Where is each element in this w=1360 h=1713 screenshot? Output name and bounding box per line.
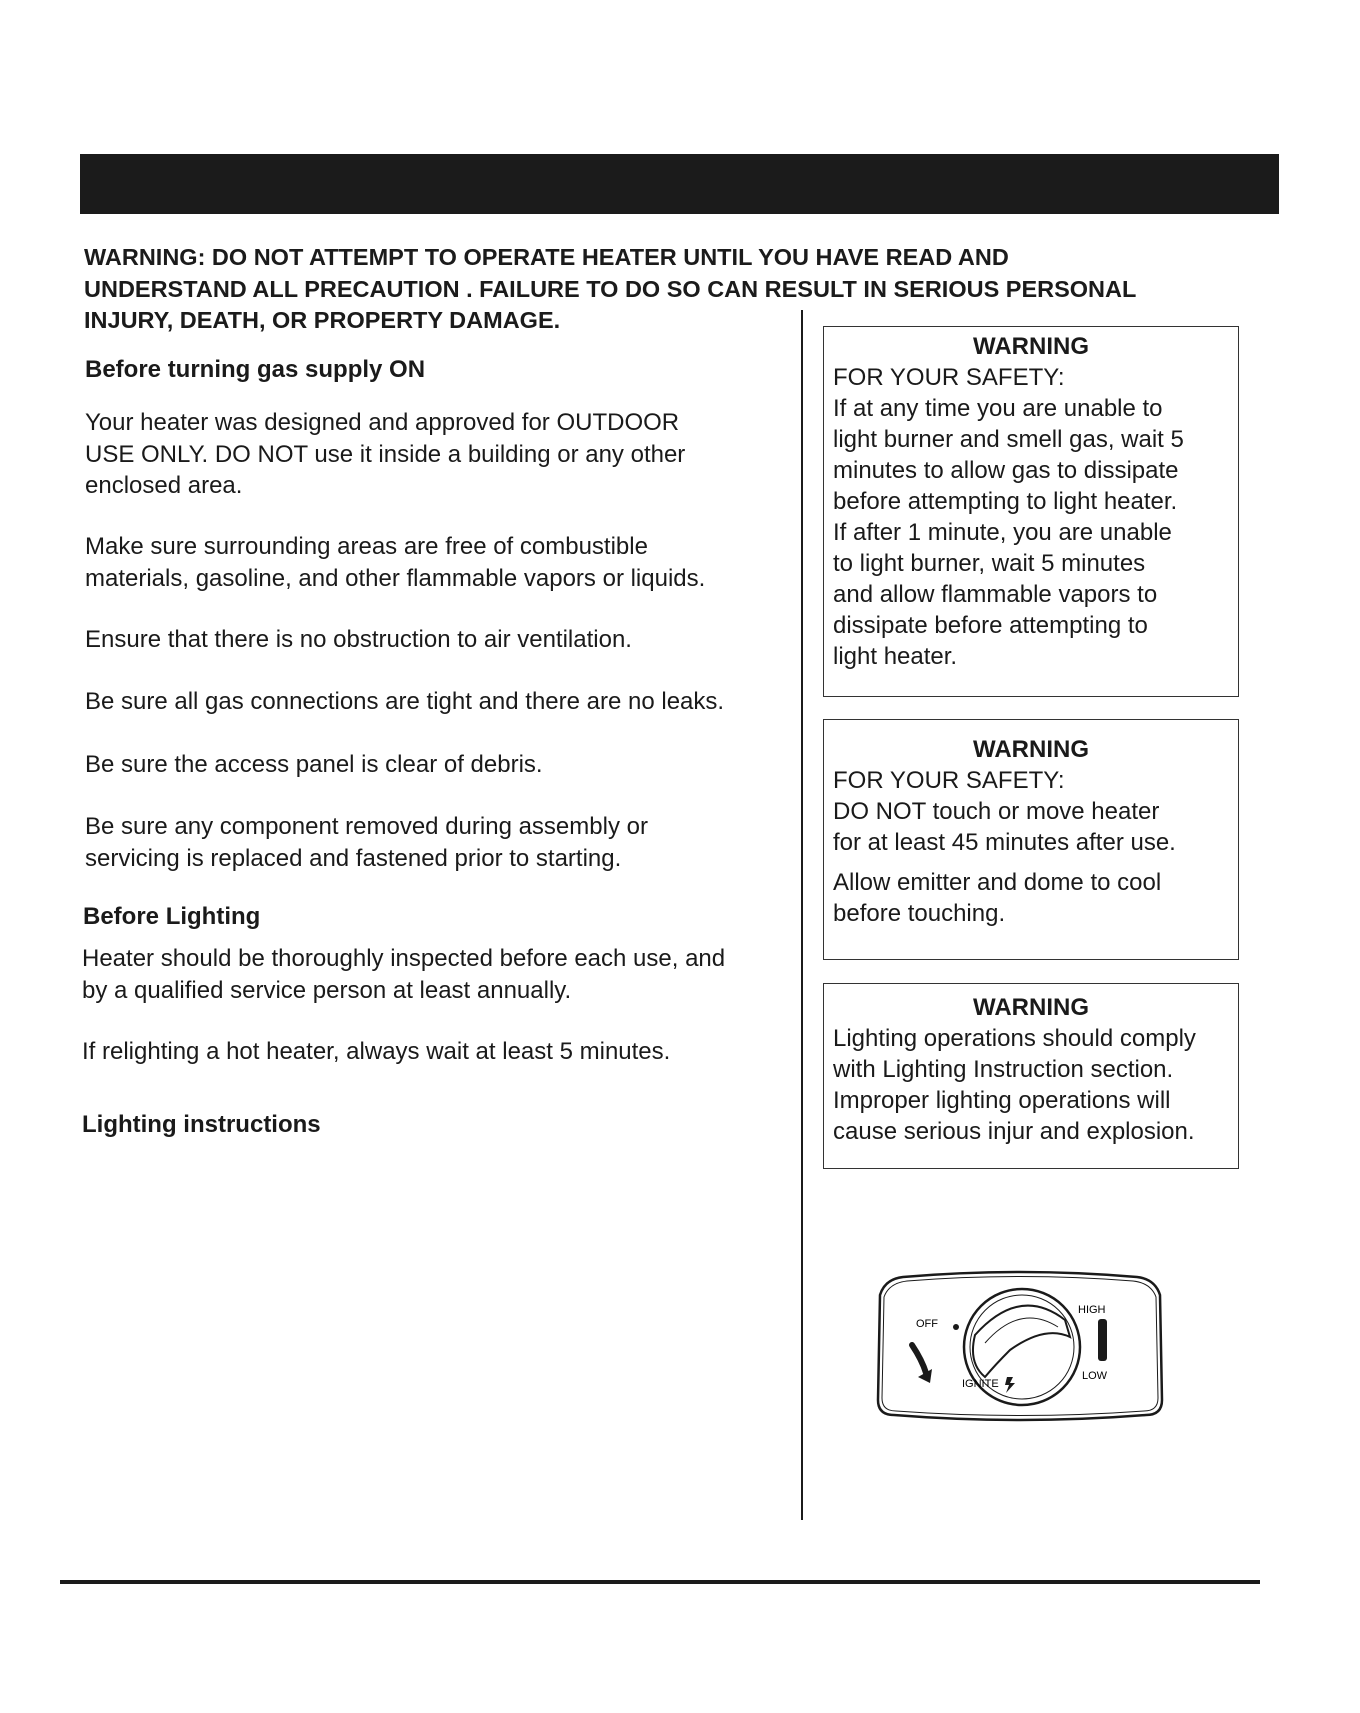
para-line: USE ONLY. DO NOT use it inside a building or any other [85,440,686,468]
lighting-instructions-title: Lighting instructions [82,1111,321,1138]
main-warning [84,242,1284,337]
knob-label-low: LOW [1082,1370,1108,1382]
box-line: FOR YOUR SAFETY: [833,364,1065,391]
main-warning-line: WARNING: DO NOT ATTEMPT TO OPERATE HEATER UNTIL YOU HAVE READ AND [84,244,1009,270]
box-line: cause serious injur and explosion. [833,1118,1195,1145]
box-line: minutes to allow gas to dissipate [833,457,1179,484]
para-line: materials, gasoline, and other flammable vapors or liquids. [85,564,706,592]
column-divider [801,310,803,1520]
before-lighting-title: Before Lighting [83,903,261,930]
para-line: by a qualified service person at least annually. [82,976,572,1004]
warning-box-title: WARNING [973,333,1089,360]
box-line: Improper lighting operations will [833,1087,1171,1114]
section-header-bar [80,154,1279,214]
box-line: Allow emitter and dome to cool [833,869,1162,896]
box-line: before touching. [833,900,1006,927]
para-line: Your heater was designed and approved for OUTDOOR [85,409,680,436]
box-line: If at any time you are unable to [833,395,1163,422]
box-line: for at least 45 minutes after use. [833,829,1176,856]
paragraph-outdoor-use [85,407,685,502]
knob-label-ignite: IGNITE [962,1378,999,1390]
warning-box-title: WARNING [973,994,1089,1021]
control-knob-icon [860,1265,1180,1425]
warning-box-gas-smell [823,326,1239,697]
box-line: to light burner, wait 5 minutes [833,550,1146,577]
para-line: Heater should be thoroughly inspected before each use, and [82,945,726,972]
warning-box-hot-heater [823,719,1239,960]
main-warning-line: INJURY, DEATH, OR PROPERTY DAMAGE. [84,307,561,333]
paragraph-inspection [82,943,725,1006]
before-gas-title: Before turning gas supply ON [85,356,426,383]
box-line: and allow flammable vapors to [833,581,1158,608]
paragraph-components [85,811,648,874]
box-line: DO NOT touch or move heater [833,798,1160,825]
box-line: dissipate before attempting to [833,612,1148,639]
para-line: servicing is replaced and fastened prior to starting. [85,844,622,872]
warning-box-title: WARNING [973,736,1089,763]
paragraph-gas-connections: Be sure all gas connections are tight and there are no leaks. [85,688,725,715]
footer-rule [60,1580,1260,1584]
warning-box-lighting [823,983,1239,1169]
box-line: before attempting to light heater. [833,488,1178,515]
para-line: Make sure surrounding areas are free of combustible [85,533,648,560]
box-line: light heater. [833,643,958,670]
paragraph-relighting: If relighting a hot heater, always wait at least 5 minutes. [82,1038,671,1065]
para-line: enclosed area. [85,472,243,499]
paragraph-access-panel: Be sure the access panel is clear of debris. [85,751,543,778]
box-line: FOR YOUR SAFETY: [833,767,1065,794]
box-line: light burner and smell gas, wait 5 [833,426,1184,453]
para-line: Be sure any component removed during assembly or [85,813,648,840]
box-line: Lighting operations should comply [833,1025,1196,1052]
box-line: with Lighting Instruction section. [833,1056,1174,1083]
knob-label-off: OFF [916,1318,938,1330]
box-line: If after 1 minute, you are unable [833,519,1172,546]
knob-label-high: HIGH [1078,1304,1106,1316]
paragraph-ventilation: Ensure that there is no obstruction to air ventilation. [85,626,632,653]
main-warning-line: UNDERSTAND ALL PRECAUTION . FAILURE TO DO SO CAN RESULT IN SERIOUS PERSONAL [84,275,1137,302]
paragraph-combustibles [85,531,705,594]
